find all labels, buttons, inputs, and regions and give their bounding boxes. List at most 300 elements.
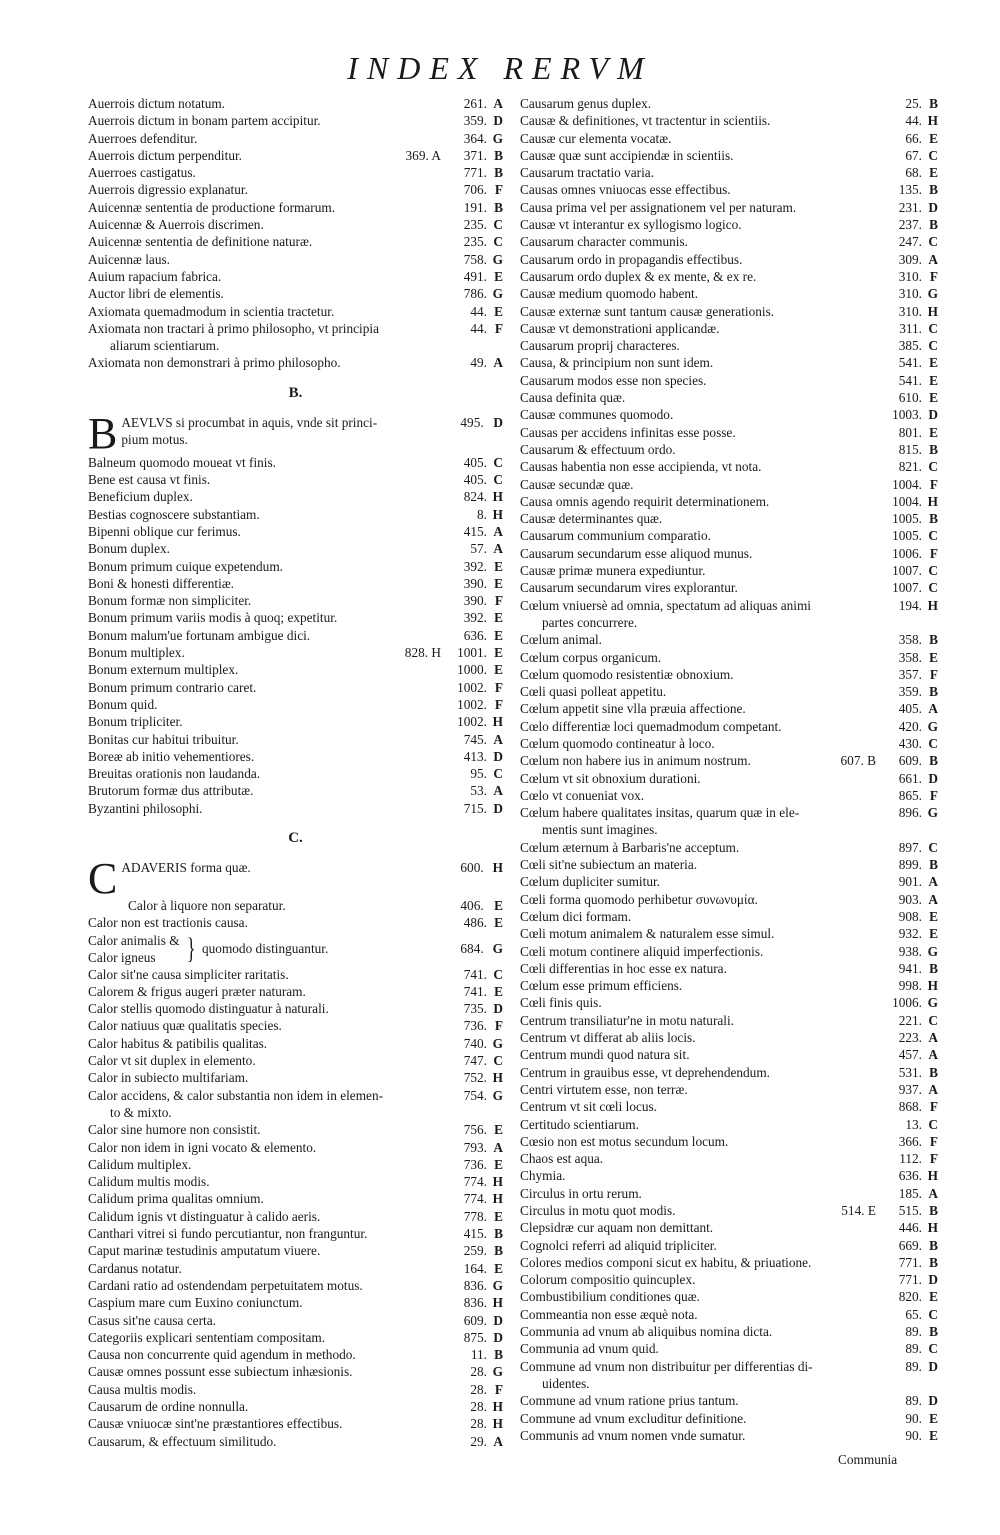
page-number: 1000. (457, 662, 487, 678)
column-letter: E (494, 983, 503, 999)
column-letter: G (927, 805, 938, 821)
page-number: 25. (905, 96, 922, 111)
entry-text: Auium rapacium fabrica. (88, 268, 222, 284)
index-entry (88, 1398, 503, 1415)
page-number: 359. (463, 113, 487, 129)
index-entry (88, 661, 503, 678)
entry-text: Calor habitus & patibilis qualitas. (88, 1035, 268, 1051)
page-number: 357. (898, 666, 922, 682)
column-letter: E (929, 424, 938, 440)
entry-text: Cœlum corpus organicum. (520, 649, 662, 665)
index-entry (88, 540, 503, 557)
index-entry (88, 488, 503, 505)
index-entry (88, 983, 503, 1000)
entry-text: Communia ad vnum ab aliquibus nomina dicta. (520, 1324, 773, 1340)
entry-text: Axiomata non tractari à primo philosopho, vt principia (88, 320, 379, 336)
index-entry (88, 454, 503, 471)
index-entry (520, 112, 938, 129)
c-entries (88, 966, 503, 1450)
index-entry (88, 1156, 503, 1173)
page-number: 390. (463, 593, 487, 609)
column-letter: F (494, 182, 503, 198)
page-number: 28. (470, 1381, 487, 1397)
index-entry (520, 1098, 938, 1115)
entry-text: Axiomata non demonstrari à primo philosopho. (88, 355, 341, 371)
index-entry (88, 181, 503, 198)
column-letter: E (929, 165, 938, 181)
column-letter: A (928, 251, 938, 267)
column-letter: E (494, 575, 503, 591)
column-letter: E (929, 355, 938, 371)
entry-text: Calor à liquore non separatur. (128, 897, 286, 913)
column-letter: C (928, 839, 938, 855)
entry-text: Auicennæ sententia de definitione naturæ. (88, 234, 313, 250)
column-letter: B (929, 1254, 938, 1270)
entry-text: Circulus in motu quot modis. (520, 1203, 676, 1218)
entry-text: Bene est causa vt finis. (88, 472, 211, 488)
entry-text: Colorum compositio quincuplex. (520, 1272, 696, 1288)
page-number: 896. (898, 805, 922, 821)
entry-continuation: pium motus. (121, 432, 188, 448)
index-entry (520, 683, 938, 700)
entry-text: Cœlum quomodo contineatur à loco. (520, 735, 715, 751)
index-entry (88, 164, 503, 181)
entry-text: Combustibilium conditiones quæ. (520, 1289, 700, 1305)
section-heading-c: C. (288, 829, 303, 846)
index-entry (520, 1116, 938, 1133)
page-number: 44. (470, 303, 487, 319)
index-entry (520, 1427, 938, 1444)
index-entry (88, 1294, 503, 1311)
index-entry (520, 1150, 938, 1167)
index-entry (88, 800, 503, 817)
index-entry (88, 592, 503, 609)
page-number: 771. (898, 1254, 922, 1270)
index-entry (88, 354, 503, 371)
index-entry (88, 216, 503, 233)
column-letter: B (929, 511, 938, 527)
column-letter: F (929, 787, 938, 803)
entry-text: Communis ad vnum nomen vnde sumatur. (520, 1427, 746, 1443)
column-letter: E (494, 1260, 503, 1276)
column-letter: D (928, 407, 938, 423)
left-column (88, 95, 503, 1450)
index-entry (520, 1133, 938, 1150)
entry-text: Cœlum appetit sine vlla præuia affectione. (520, 701, 746, 717)
index-entry (88, 471, 503, 488)
index-entry (520, 1167, 938, 1184)
index-entry (520, 510, 938, 527)
index-entry (520, 147, 938, 164)
entry-text: Auerroes defenditur. (88, 130, 198, 146)
index-entry (520, 718, 938, 735)
index-entry (520, 787, 938, 804)
column-letter: A (928, 701, 938, 717)
entry-text: quomodo distinguantur. (202, 941, 329, 957)
entry-text: Chaos est aqua. (520, 1151, 604, 1167)
entry-text: Causarum & effectuum ordo. (520, 441, 676, 457)
index-entry (88, 696, 503, 713)
page-number: 531. (898, 1064, 922, 1080)
entry-text: Calor accidens, & calor substantia non idem in elemen- (88, 1087, 384, 1103)
page-number: 413. (463, 748, 487, 764)
entry-text: Calor animalis & (88, 932, 180, 948)
page-number: 609. (898, 753, 922, 769)
page-number: 191. (463, 199, 487, 215)
page-number: 747. (463, 1053, 487, 1069)
entry-text: Causa definita quæ. (520, 390, 626, 406)
page-number: 415. (463, 1226, 487, 1242)
entry-text: Causarum, & effectuum similitudo. (88, 1433, 277, 1449)
page-number: 261. (463, 96, 487, 111)
page-number: 740. (463, 1035, 487, 1051)
entry-text: Cœli motum continere aliquid imperfectionis. (520, 943, 764, 959)
entry-text: Calor in subiecto multifariam. (88, 1070, 249, 1086)
entry-text: Cœlum quomodo resistentiæ obnoxium. (520, 666, 734, 682)
page-number: 420. (898, 718, 922, 734)
entry-text: Boni & honesti differentiæ. (88, 575, 235, 591)
index-entry (520, 216, 938, 233)
page-number: 1002. (457, 696, 487, 712)
page-number: 371. (463, 147, 487, 163)
page-number: 821. (898, 459, 922, 475)
index-entry (88, 112, 503, 129)
column-letter: H (492, 859, 503, 875)
page-number: 385. (898, 338, 922, 354)
page-number: 309. (898, 251, 922, 267)
page-number: 358. (898, 632, 922, 648)
entry-text: Balneum quomodo moueat vt finis. (88, 454, 276, 470)
entry-text: Cœlum vniuersè ad omnia, spectatum ad aliquas animi (520, 597, 811, 613)
entry-text: Auerrois dictum perpenditur. (88, 147, 242, 163)
page-number: 908. (898, 908, 922, 924)
page-number: 752. (463, 1070, 487, 1086)
column-letter: E (494, 662, 503, 678)
index-entry (88, 575, 503, 592)
entry-text: Commune ad vnum non distribuitur per differentias di- (520, 1358, 813, 1374)
drop-cap-b: B (88, 413, 118, 452)
page-number: 901. (898, 874, 922, 890)
entry-text: Cognolci referri ad aliquid tripliciter. (520, 1237, 717, 1253)
column-letter: F (494, 679, 503, 695)
index-entry (520, 1254, 938, 1271)
entry-text: Calidum prima qualitas omnium. (88, 1191, 264, 1207)
index-entry (520, 406, 938, 423)
column-letter: B (494, 1347, 503, 1363)
column-letter: E (929, 130, 938, 146)
page-number: 49. (470, 355, 487, 371)
index-entry (88, 320, 503, 355)
column-letter: A (493, 541, 503, 557)
entry-text: Auerrois dictum notatum. (88, 96, 226, 111)
index-entry (88, 914, 503, 931)
page-number: 1006. (892, 995, 922, 1011)
column-letter: H (492, 489, 503, 505)
page-number: 44. (905, 113, 922, 129)
page-number: 636. (898, 1168, 922, 1184)
entry-text: Bonum formæ non simpliciter. (88, 593, 252, 609)
page-number: 89. (905, 1393, 922, 1409)
column-letter: E (494, 627, 503, 643)
index-entry (520, 649, 938, 666)
page-number: 941. (898, 960, 922, 976)
page-number: 774. (463, 1191, 487, 1207)
index-entry (88, 1139, 503, 1156)
index-entry (520, 1064, 938, 1081)
entry-text: Boreæ ab initio vehementiores. (88, 748, 255, 764)
entry-text: Auicennæ sententia de productione formarum. (88, 199, 336, 215)
column-letter: A (493, 783, 503, 799)
page-number: 446. (898, 1220, 922, 1236)
page-number: 754. (463, 1087, 487, 1103)
entry-text: Centrum transiliatur'ne in motu naturali. (520, 1012, 734, 1028)
index-entry (520, 943, 938, 960)
column-letter: D (928, 1272, 938, 1288)
entry-text: Auerrois dictum in bonam partem accipitur. (88, 113, 321, 129)
index-entry (520, 164, 938, 181)
entry-text: Bonum primum contrario caret. (88, 679, 257, 695)
column-letter: C (493, 766, 503, 782)
page-number: 875. (463, 1329, 487, 1345)
index-entry (88, 897, 503, 914)
index-entry (520, 908, 938, 925)
page-number: 231. (898, 199, 922, 215)
page-number: 310. (898, 286, 922, 302)
entry-text: Causæ communes quomodo. (520, 407, 674, 423)
entry-text: Byzantini philosophi. (88, 800, 203, 816)
page-number: 745. (463, 731, 487, 747)
column-letter: B (494, 165, 503, 181)
page-number: 609. (463, 1312, 487, 1328)
page-title: INDEX RERVM (347, 50, 653, 86)
column-letter: E (494, 1156, 503, 1172)
entry-text: Brutorum formæ dus attributæ. (88, 783, 254, 799)
page-number: 112. (899, 1151, 922, 1167)
c-entries (88, 914, 503, 931)
index-entry (88, 1415, 503, 1432)
entry-text: Circulus in ortu rerum. (520, 1185, 642, 1201)
index-entry (88, 506, 503, 523)
entry-text: Caspium mare cum Euxino coniunctum. (88, 1295, 303, 1311)
page-number: 405. (898, 701, 922, 717)
index-entry (520, 320, 938, 337)
page-number: 223. (898, 1030, 922, 1046)
page-number: 600. (460, 859, 484, 875)
entry-text: Cardani ratio ad ostendendam perpetuitatem motus. (88, 1277, 363, 1293)
entry-text: Auicennæ & Auerrois discrimen. (88, 217, 264, 233)
entry-text: Causa non concurrente quid agendum in methodo. (88, 1347, 356, 1363)
column-letter: D (493, 1329, 503, 1345)
column-letter: D (928, 1358, 938, 1374)
brace-mark: } (186, 931, 196, 965)
column-letter: H (492, 506, 503, 522)
secondary-reference: 514. E (841, 1203, 876, 1218)
index-entry (88, 251, 503, 268)
page-number: 903. (898, 891, 922, 907)
entry-text: Calor igneus (88, 949, 156, 965)
column-letter: H (492, 1399, 503, 1414)
entry-text: Bonum primum variis modis à quoq; expetitur. (88, 610, 338, 626)
page-number: 1007. (892, 580, 922, 596)
entry-text: Causæ & definitiones, vt tractentur in scientiis. (520, 113, 771, 129)
index-entry (520, 700, 938, 717)
column-letter: E (494, 303, 503, 319)
index-entry (520, 130, 938, 147)
column-letter: E (494, 645, 503, 661)
column-letter: H (927, 113, 938, 129)
page-number: 310. (898, 268, 922, 284)
column-letter: F (494, 593, 503, 609)
page-number: 366. (898, 1133, 922, 1149)
index-entry (520, 268, 938, 285)
column-letter: E (494, 915, 503, 931)
column-letter: F (494, 696, 503, 712)
index-entry (88, 285, 503, 302)
index-entry (520, 337, 938, 354)
secondary-reference: 607. B (840, 753, 876, 769)
column-letter: B (929, 217, 938, 233)
column-letter: A (493, 1433, 503, 1449)
entry-text: Commeantia non esse æquè nota. (520, 1306, 698, 1322)
entry-text: Causæ omnes possunt esse subiectum inhæsionis. (88, 1364, 353, 1380)
index-entry (88, 713, 503, 730)
column-letter: G (927, 995, 938, 1011)
index-entry (88, 1260, 503, 1277)
column-letter: G (492, 1277, 503, 1293)
column-letter: C (928, 563, 938, 579)
column-letter: E (929, 1289, 938, 1305)
column-letter: G (492, 251, 503, 267)
column-letter: B (929, 96, 938, 111)
index-entry (520, 994, 938, 1011)
index-entry (88, 966, 503, 983)
page-number: 661. (898, 770, 922, 786)
page-number: 89. (905, 1324, 922, 1340)
entry-text: Causarum tractatio varia. (520, 165, 655, 181)
index-entry (88, 1121, 503, 1138)
page-number: 541. (898, 355, 922, 371)
index-entry (88, 1381, 503, 1398)
entry-continuation: to & mixto. (110, 1104, 172, 1120)
page-number: 669. (898, 1237, 922, 1253)
index-entry (88, 859, 503, 897)
entry-text: Causarum character communis. (520, 234, 688, 250)
column-letter: B (494, 147, 503, 163)
page-number: 495. (460, 414, 484, 430)
column-letter: E (494, 1122, 503, 1138)
page-number: 771. (463, 165, 487, 181)
page-number: 68. (905, 165, 922, 181)
index-entry (520, 1340, 938, 1357)
index-entry (520, 441, 938, 458)
index-entry (520, 666, 938, 683)
entry-text: Calor vt sit duplex in elemento. (88, 1053, 256, 1069)
entry-continuation: partes concurrere. (542, 614, 638, 630)
entry-text: Bonum quid. (88, 696, 158, 712)
entry-text: Auctor libri de elementis. (88, 286, 224, 302)
index-entry (520, 493, 938, 510)
index-entry (520, 303, 938, 320)
entry-text: Bonum primum cuique expetendum. (88, 558, 283, 574)
column-letter: A (928, 1047, 938, 1063)
entry-text: Calor non est tractionis causa. (88, 915, 248, 931)
page-number: 899. (898, 857, 922, 873)
page-number: 938. (898, 943, 922, 959)
column-letter: H (492, 1295, 503, 1311)
entry-text: Bipenni oblique cur ferimus. (88, 523, 241, 539)
index-entry (520, 562, 938, 579)
column-letter: F (929, 666, 938, 682)
entry-text: Categoriis explicari sententiam compositam. (88, 1329, 326, 1345)
index-entry (88, 609, 503, 626)
entry-text: Commune ad vnum ratione prius tantum. (520, 1393, 739, 1409)
page-number: 457. (898, 1047, 922, 1063)
page-number: 515. (898, 1203, 922, 1218)
section-heading-b: B. (288, 384, 303, 401)
entry-text: Causarum secundarum vires explorantur. (520, 580, 738, 596)
b-entries (88, 454, 503, 817)
page-number: 235. (463, 234, 487, 250)
column-letter: B (494, 199, 503, 215)
entry-text: Bonum externum multiplex. (88, 662, 239, 678)
entry-text: Auicennæ laus. (88, 251, 170, 267)
column-letter: E (929, 649, 938, 665)
page-number: 259. (463, 1243, 487, 1259)
entry-text: Clepsidræ cur aquam non demittant. (520, 1220, 714, 1236)
entry-text: Cœli differentias in hoc esse ex natura. (520, 960, 727, 976)
page-number: 247. (898, 234, 922, 250)
page-number: 1002. (457, 714, 487, 730)
entry-text: Cœlum esse primum efficiens. (520, 978, 683, 994)
page-number: 194. (898, 597, 922, 613)
column-letter: F (494, 1018, 503, 1034)
entry-text: Calidum ignis vt distinguatur à calido aeris. (88, 1208, 321, 1224)
entry-text: Causæ vniuocæ sint'ne præstantiores effectibus. (88, 1416, 343, 1432)
page-number: 610. (898, 390, 922, 406)
column-letter: A (928, 874, 938, 890)
column-letter: G (492, 1087, 503, 1103)
entry-text: Auerrois digressio explanatur. (88, 182, 248, 198)
page-number: 741. (463, 966, 487, 982)
column-letter: B (929, 857, 938, 873)
entry-text: Causarum secundarum esse aliquod munus. (520, 545, 753, 561)
index-entry (88, 731, 503, 748)
page-number: 706. (463, 182, 487, 198)
column-letter: H (927, 1220, 938, 1236)
column-letter: A (928, 1030, 938, 1046)
index-entry (520, 631, 938, 648)
page-number: 824. (463, 489, 487, 505)
secondary-reference: 828. H (404, 645, 441, 661)
column-letter: H (927, 1168, 938, 1184)
page-number: 358. (898, 649, 922, 665)
index-entry (520, 752, 938, 769)
page-number: 486. (463, 915, 487, 931)
index-entry (88, 644, 503, 661)
entry-text: Cœlo vt conueniat vox. (520, 787, 645, 803)
entry-text: Causarum genus duplex. (520, 96, 652, 111)
column-letter: C (928, 1116, 938, 1132)
page-number: 390. (463, 575, 487, 591)
entry-text: Causæ externæ sunt tantum causæ generationis. (520, 303, 775, 319)
page-number: 235. (463, 217, 487, 233)
page-number: 1002. (457, 679, 487, 695)
index-entry (88, 1208, 503, 1225)
entry-text: Calidum multiplex. (88, 1156, 192, 1172)
column-letter: H (492, 1191, 503, 1207)
index-entry (520, 527, 938, 544)
column-letter: G (492, 1035, 503, 1051)
